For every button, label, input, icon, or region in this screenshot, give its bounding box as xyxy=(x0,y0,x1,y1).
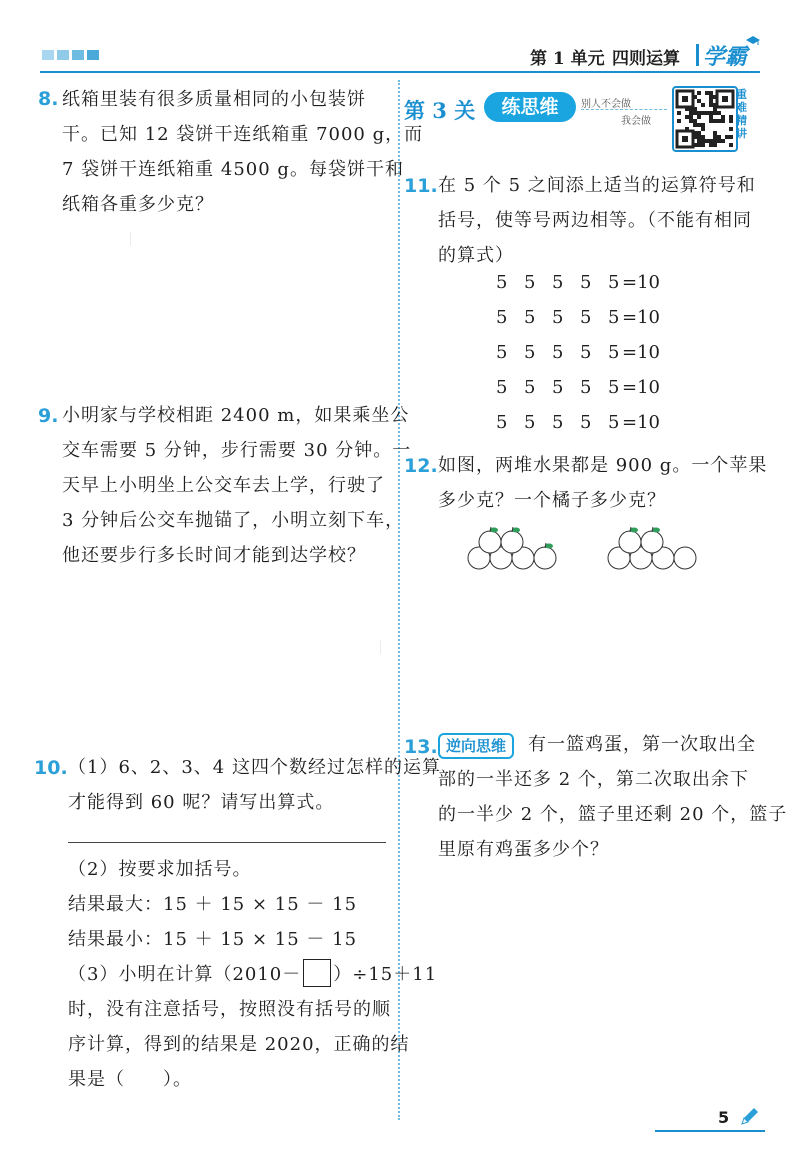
question-8-number: 8. xyxy=(38,88,59,110)
question-12-number: 12. xyxy=(404,455,438,477)
equation-row[interactable] xyxy=(496,307,686,333)
equation-result: =10 xyxy=(622,307,660,328)
equation-operand: 5 xyxy=(608,377,620,398)
max-expression: 结果最大：15 ＋ 15 × 15 － 15 xyxy=(68,894,358,915)
equation-operand: 5 xyxy=(524,342,536,363)
question-10-part2: （2）按要求加括号。 结果最大：15 ＋ 15 × 15 － 15 结果最小：15 ＋ 15 × 15 － 15 xyxy=(68,852,357,957)
apple-icon xyxy=(479,527,501,553)
apple-icon xyxy=(501,527,523,553)
section-slogan-1: 别人不会做 xyxy=(581,99,631,110)
header-decoration xyxy=(42,50,99,60)
brand-logo: 学霸 xyxy=(703,45,748,70)
equation-operand: 5 xyxy=(552,307,564,328)
equation-row[interactable] xyxy=(496,377,686,403)
question-10-number: 10. xyxy=(34,757,68,779)
reverse-thinking-tag: 逆向思维 xyxy=(438,733,514,759)
pencil-icon xyxy=(738,1106,760,1128)
header-separator xyxy=(696,44,699,66)
equation-operand: 5 xyxy=(524,307,536,328)
section-slogan-2: 我会做 xyxy=(621,116,651,127)
answer-box[interactable] xyxy=(303,959,331,987)
equation-row[interactable] xyxy=(496,412,686,438)
equation-operand: 5 xyxy=(524,377,536,398)
faint-mark xyxy=(380,640,381,654)
equation-operand: 5 xyxy=(608,412,620,433)
question-11-number: 11. xyxy=(404,175,438,197)
equation-result: =10 xyxy=(622,412,660,433)
equation-operand: 5 xyxy=(580,412,592,433)
equation-operand: 5 xyxy=(496,307,508,328)
equation-operand: 5 xyxy=(608,307,620,328)
question-12-text: 如图，两堆水果都是 900 g。一个苹果 多少克？一个橘子多少克？ xyxy=(438,455,768,511)
equation-operand: 5 xyxy=(608,342,620,363)
equation-operand: 5 xyxy=(608,272,620,293)
equation-operand: 5 xyxy=(580,272,592,293)
question-8-text: 纸箱里装有很多质量相同的小包装饼 干。已知 12 袋饼干连纸箱重 7000 g，而 7 袋饼干连纸箱重 4500 g。每袋饼干和 纸箱各重多少克？ xyxy=(62,89,424,215)
equation-row[interactable] xyxy=(496,342,686,368)
equation-result: =10 xyxy=(622,272,660,293)
orange-icon xyxy=(674,547,696,569)
min-expression: 结果最小：15 ＋ 15 × 15 － 15 xyxy=(68,929,358,950)
faint-mark xyxy=(130,232,131,246)
equation-operand: 5 xyxy=(496,412,508,433)
equation-operand: 5 xyxy=(552,342,564,363)
topic-label: 四则运算 xyxy=(612,49,680,69)
equation-operand: 5 xyxy=(496,377,508,398)
equation-operand: 5 xyxy=(496,342,508,363)
question-13-first-line: 有一篮鸡蛋，第一次取出全 xyxy=(528,734,756,755)
question-9-number: 9. xyxy=(38,405,59,427)
question-10-part3: （3）小明在计算（2010－ ）÷15＋11 时，没有注意括号，按照没有括号的顺 序计算，得到的结果是 2020，正确的结 果是（ ）。 xyxy=(68,957,437,1097)
equation-operand: 5 xyxy=(524,412,536,433)
apple-icon xyxy=(534,543,556,569)
question-9-text: 小明家与学校相距 2400 m，如果乘坐公 交车需要 5 分钟，步行需要 30 分钟。一 天早上小明坐上公交车去上学，行驶了 3 分钟后公交车抛锚了，小明立刻下车， 他还要步行多长时间才能到达学校？ xyxy=(62,405,412,566)
question-13-text: 部的一半还多 2 个，第二次取出余下 的一半少 2 个，篮子里还剩 20 个，篮子 里原有鸡蛋多少个？ xyxy=(438,769,788,860)
slogan-dash xyxy=(581,109,667,110)
footer-rule xyxy=(655,1130,765,1132)
equation-operand: 5 xyxy=(580,342,592,363)
answer-line xyxy=(68,842,386,843)
equation-operand: 5 xyxy=(552,412,564,433)
graduation-cap-icon xyxy=(746,36,760,46)
equation-result: =10 xyxy=(622,377,660,398)
question-13-number: 13. xyxy=(404,736,438,758)
fruit-illustration xyxy=(465,524,715,574)
question-11-text: 在 5 个 5 之间添上适当的运算符号和 括号，使等号两边相等。（不能有相同 的算式） xyxy=(438,175,756,266)
equation-result: =10 xyxy=(622,342,660,363)
question-10-part1: （1）6、2、3、4 这四个数经过怎样的运算 才能得到 60 呢？请写出算式。 xyxy=(68,757,441,813)
equation-operand: 5 xyxy=(496,272,508,293)
apple-icon xyxy=(619,527,641,553)
page-number: 5 xyxy=(718,1108,730,1127)
equation-row[interactable] xyxy=(496,272,686,298)
equation-operand: 5 xyxy=(580,377,592,398)
equation-operand: 5 xyxy=(524,272,536,293)
apple-icon xyxy=(641,527,663,553)
qr-label: 重难精讲 xyxy=(736,88,747,140)
section-badge: 练思维 xyxy=(484,92,576,122)
equation-operand: 5 xyxy=(552,272,564,293)
unit-label: 第 1 单元 xyxy=(530,49,605,69)
qr-code-icon[interactable] xyxy=(672,86,738,152)
header-rule xyxy=(40,71,760,73)
equation-operand: 5 xyxy=(552,377,564,398)
equation-operand: 5 xyxy=(580,307,592,328)
section-title: 第 3 关 xyxy=(404,98,476,123)
